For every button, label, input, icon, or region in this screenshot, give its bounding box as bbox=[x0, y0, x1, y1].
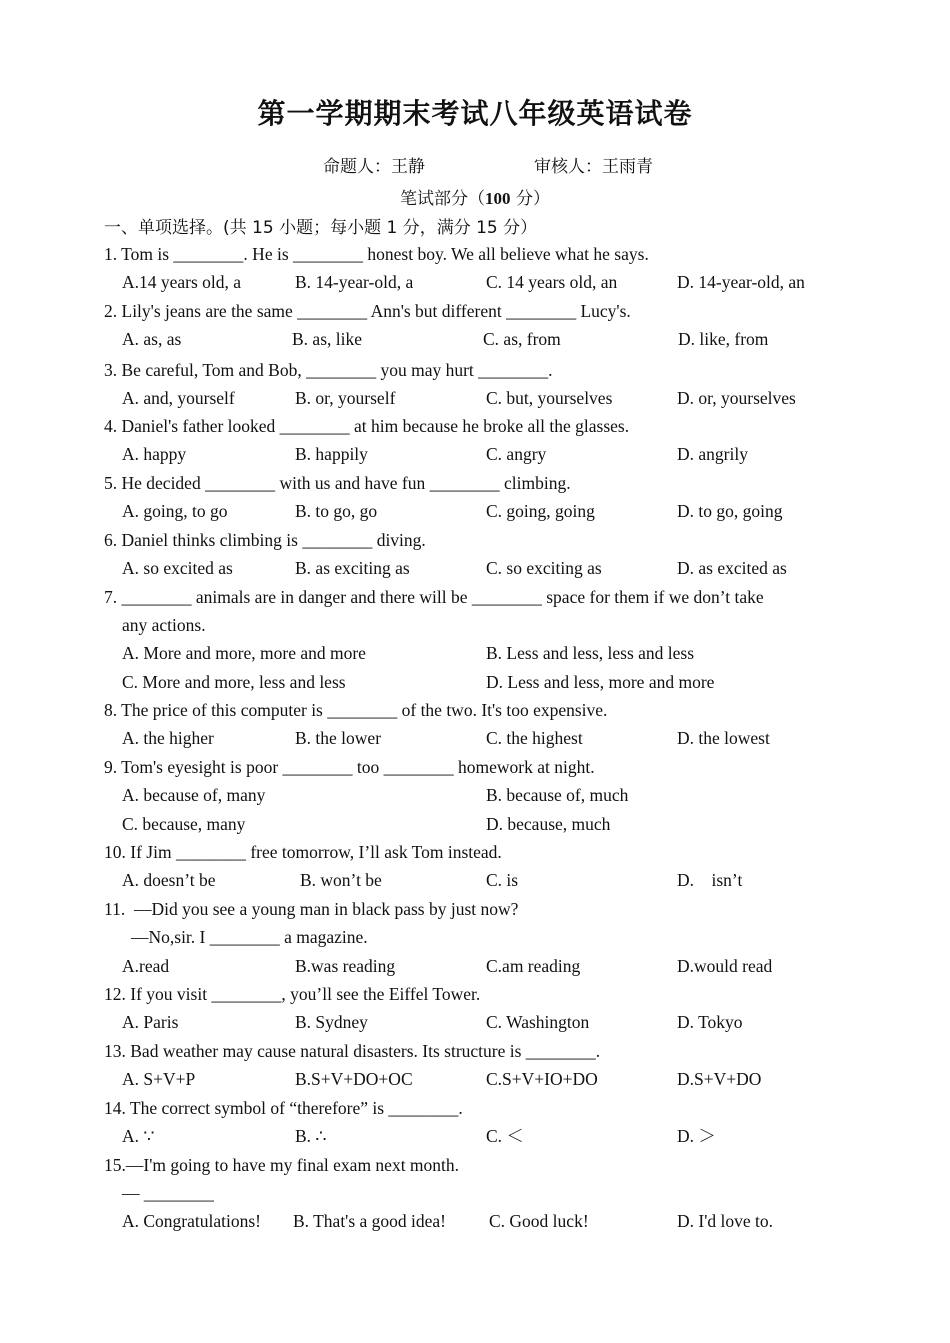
option-d: D. the lowest bbox=[677, 728, 770, 748]
option-d: D. as excited as bbox=[677, 558, 787, 578]
option-b: B. or, yourself bbox=[295, 388, 396, 408]
option-a: A. the higher bbox=[122, 728, 214, 748]
option-b: B.was reading bbox=[295, 956, 396, 976]
option-b: B. happily bbox=[295, 444, 368, 464]
option-b: B. Sydney bbox=[295, 1012, 368, 1032]
question-stem: 6. Daniel thinks climbing is ________ diving. bbox=[104, 530, 426, 550]
option-row bbox=[0, 867, 950, 893]
option-a: A. happy bbox=[122, 444, 187, 464]
option-c: C. is bbox=[486, 870, 519, 890]
option-row bbox=[0, 1009, 950, 1035]
subtitle-before: 笔试部分（ bbox=[400, 189, 486, 209]
option-a: A. and, yourself bbox=[122, 388, 235, 408]
question-stem: 8. The price of this computer is ________ of the two. It's too expensive. bbox=[104, 700, 608, 720]
option-row bbox=[0, 498, 950, 524]
question-stem-continued: —No,sir. I ________ a magazine. bbox=[131, 927, 368, 947]
option-row bbox=[0, 953, 950, 979]
option-row bbox=[0, 640, 950, 666]
option-d: D.would read bbox=[677, 956, 773, 976]
question-stem: 4. Daniel's father looked ________ at him because he broke all the glasses. bbox=[104, 416, 630, 436]
option-a: A. S+V+P bbox=[122, 1069, 196, 1089]
option-d: D. to go, going bbox=[677, 501, 783, 521]
option-a: A. Congratulations! bbox=[122, 1211, 262, 1231]
option-c: C. the highest bbox=[486, 728, 583, 748]
option-b: B. That's a good idea! bbox=[293, 1211, 447, 1231]
option-a: A. ∵ bbox=[122, 1126, 155, 1146]
option-a: A. going, to go bbox=[122, 501, 228, 521]
option-c: C. because, many bbox=[122, 814, 246, 834]
option-row bbox=[0, 1123, 950, 1149]
question-stem-continued: — ________ bbox=[122, 1183, 214, 1203]
option-row bbox=[0, 811, 950, 837]
option-d: D. I'd love to. bbox=[677, 1211, 773, 1231]
option-row bbox=[0, 782, 950, 808]
option-b: B. 14-year-old, a bbox=[295, 272, 414, 292]
option-a: A. as, as bbox=[122, 329, 182, 349]
option-a: A. because of, many bbox=[122, 785, 266, 805]
option-c: C. Good luck! bbox=[489, 1211, 589, 1231]
question-stem-continued: any actions. bbox=[122, 615, 206, 635]
question-stem: 11. —Did you see a young man in black pass by just now? bbox=[104, 899, 519, 919]
option-d: D. Tokyo bbox=[677, 1012, 743, 1032]
question-stem: 13. Bad weather may cause natural disasters. Its structure is ________. bbox=[104, 1041, 601, 1061]
question-stem: 14. The correct symbol of “therefore” is ________. bbox=[104, 1098, 463, 1118]
option-b: B. as exciting as bbox=[295, 558, 410, 578]
option-row bbox=[0, 669, 950, 695]
option-d: D. 14-year-old, an bbox=[677, 272, 805, 292]
option-b: B. to go, go bbox=[295, 501, 378, 521]
option-row bbox=[0, 555, 950, 581]
question-stem: 7. ________ animals are in danger and there will be ________ space for them if we don’t take bbox=[104, 587, 764, 607]
option-d: D. Less and less, more and more bbox=[486, 672, 715, 692]
option-d: D.S+V+DO bbox=[677, 1069, 762, 1089]
option-c: C. but, yourselves bbox=[486, 388, 613, 408]
option-d: D. ＞ bbox=[677, 1126, 716, 1146]
question-stem: 2. Lily's jeans are the same ________ Ann's but different ________ Lucy's. bbox=[104, 301, 631, 321]
option-a: A. doesn’t be bbox=[122, 870, 216, 890]
option-c: C. 14 years old, an bbox=[486, 272, 618, 292]
subtitle bbox=[0, 184, 950, 209]
option-a: A. More and more, more and more bbox=[122, 643, 366, 663]
page-title: 第一学期期末考试八年级英语试卷 bbox=[257, 97, 693, 130]
option-c: C. so exciting as bbox=[486, 558, 602, 578]
option-c: C. angry bbox=[486, 444, 547, 464]
option-row bbox=[0, 1208, 950, 1234]
option-d: D. or, yourselves bbox=[677, 388, 796, 408]
question-stem: 3. Be careful, Tom and Bob, ________ you may hurt ________. bbox=[104, 360, 553, 380]
reviewer-label: 审核人：王雨青 bbox=[534, 157, 653, 177]
option-b: B. as, like bbox=[292, 329, 362, 349]
option-b: B.S+V+DO+OC bbox=[295, 1069, 413, 1089]
option-a: A.14 years old, a bbox=[122, 272, 242, 292]
option-row bbox=[0, 725, 950, 751]
option-row bbox=[0, 385, 950, 411]
question-stem: 1. Tom is ________. He is ________ honest boy. We all believe what he says. bbox=[104, 244, 649, 264]
question-stem: 9. Tom's eyesight is poor ________ too ________ homework at night. bbox=[104, 757, 595, 777]
option-row bbox=[0, 441, 950, 467]
option-row bbox=[0, 269, 950, 295]
option-d: D. angrily bbox=[677, 444, 748, 464]
subtitle-after: 分） bbox=[510, 189, 550, 209]
option-row bbox=[0, 1066, 950, 1092]
option-c: C. as, from bbox=[483, 329, 561, 349]
section-heading: 一、单项选择。(共 15 小题；每小题 1 分，满分 15 分） bbox=[104, 218, 538, 238]
option-b: B. because of, much bbox=[486, 785, 629, 805]
option-c: C. Washington bbox=[486, 1012, 590, 1032]
option-a: A. Paris bbox=[122, 1012, 179, 1032]
option-c: C.S+V+IO+DO bbox=[486, 1069, 598, 1089]
setter-label: 命题人：王静 bbox=[323, 157, 425, 177]
option-c: C. More and more, less and less bbox=[122, 672, 346, 692]
option-d: D. isn’t bbox=[677, 870, 743, 890]
option-b: B. ∴ bbox=[295, 1126, 327, 1146]
option-a: A. so excited as bbox=[122, 558, 233, 578]
question-stem: 5. He decided ________ with us and have fun ________ climbing. bbox=[104, 473, 571, 493]
option-c: C. ＜ bbox=[486, 1126, 524, 1146]
option-row bbox=[0, 326, 950, 352]
option-b: B. won’t be bbox=[300, 870, 382, 890]
option-d: D. like, from bbox=[678, 329, 769, 349]
question-stem: 10. If Jim ________ free tomorrow, I’ll ask Tom instead. bbox=[104, 842, 502, 862]
subtitle-score: 100 bbox=[485, 189, 511, 208]
option-b: B. the lower bbox=[295, 728, 382, 748]
option-a: A.read bbox=[122, 956, 170, 976]
option-c: C. going, going bbox=[486, 501, 595, 521]
option-d: D. because, much bbox=[486, 814, 611, 834]
option-c: C.am reading bbox=[486, 956, 581, 976]
question-stem: 12. If you visit ________, you’ll see the Eiffel Tower. bbox=[104, 984, 481, 1004]
question-stem: 15.—I'm going to have my final exam next month. bbox=[104, 1155, 460, 1175]
option-b: B. Less and less, less and less bbox=[486, 643, 695, 663]
